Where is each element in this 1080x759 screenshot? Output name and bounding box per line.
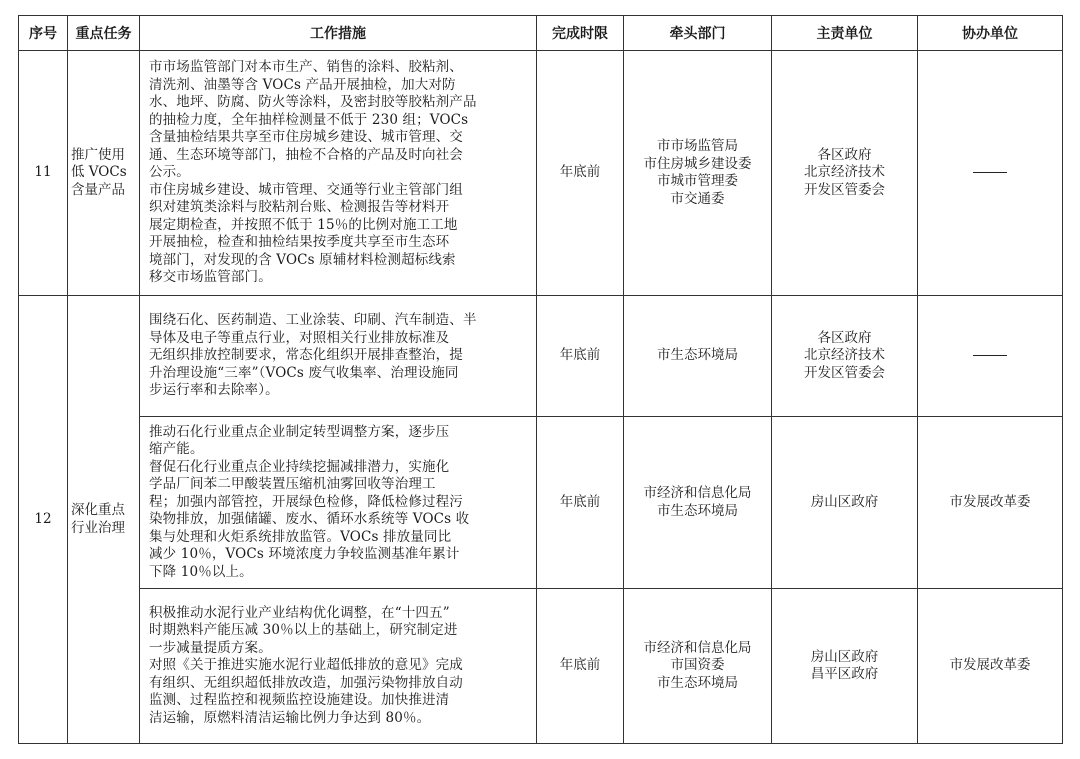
lead-dept-cell: 市生态环境局 — [624, 296, 772, 417]
main-unit-cell: 房山区政府 — [772, 417, 918, 589]
measures-cell: 积极推动水泥行业产业结构优化调整，在“十四五” 时期熟料产能压减 30％以上的基础上，研究制定进 一步减量提质方案。 对照《关于推进实施水泥行业超低排放的意见》完成 有组织、无组织超低排放改造，加强污染物排放自动 监测、过程监控和视频监控设施建设。加快推进清 洁运输，原燃料清洁运输比例力争达到 80％。 — [140, 589, 537, 744]
lead-dept-cell: 市市场监管局 市住房城乡建设委 市城市管理委 市交通委 — [624, 51, 772, 296]
dash-placeholder — [973, 172, 1007, 173]
lead-dept-cell: 市经济和信息化局 市生态环境局 — [624, 417, 772, 589]
assist-unit-cell — [918, 296, 1063, 417]
header-no: 序号 — [19, 16, 68, 51]
main-unit-cell: 房山区政府 昌平区政府 — [772, 589, 918, 744]
table-row — [19, 51, 1063, 296]
table-row — [19, 417, 1063, 589]
header-deadline: 完成时限 — [537, 16, 624, 51]
measures-cell: 市市场监管部门对本市生产、销售的涂料、胶粘剂、 清洗剂、油墨等含 VOCs 产品开展抽检，加大对防 水、地坪、防腐、防火等涂料，及密封胶等胶粘剂产品 的抽检力度，全年抽样检测量不低于 230 组；VOCs 含量抽检结果共享至市住房城乡建设、城市管理、交 通、生态环境等部门，抽检不合格的产品及时向社会 公示。 市住房城乡建设、城市管理、交通等行业主管部门组 织对建筑类涂料与胶粘剂台账、检测报告等材料开 展定期检查，并按照不低于 15％的比例对施工工地 开展抽检，检查和抽检结果按季度共享至市生态环 境部门，对发现的含 VOCs 原辅材料检测超标线索 移交市场监管部门。 — [140, 51, 537, 296]
deadline-cell: 年底前 — [537, 296, 624, 417]
lead-dept-cell: 市经济和信息化局 市国资委 市生态环境局 — [624, 589, 772, 744]
task-cell: 深化重点 行业治理 — [68, 296, 140, 744]
dash-placeholder — [973, 355, 1007, 356]
task-cell: 推广使用 低 VOCs 含量产品 — [68, 51, 140, 296]
header-lead-dept: 牵头部门 — [624, 16, 772, 51]
assist-unit-cell: 市发展改革委 — [918, 417, 1063, 589]
header-task: 重点任务 — [68, 16, 140, 51]
main-unit-cell: 各区政府 北京经济技术 开发区管委会 — [772, 51, 918, 296]
main-unit-cell: 各区政府 北京经济技术 开发区管委会 — [772, 296, 918, 417]
deadline-cell: 年底前 — [537, 417, 624, 589]
deadline-cell: 年底前 — [537, 589, 624, 744]
row-number: 11 — [19, 51, 68, 296]
table-row — [19, 296, 1063, 417]
deadline-cell: 年底前 — [537, 51, 624, 296]
measures-cell: 推动石化行业重点企业制定转型调整方案，逐步压 缩产能。 督促石化行业重点企业持续挖掘减排潜力，实施化 学品厂间苯二甲酸装置压缩机油雾回收等治理工 程；加强内部管控，开展绿色检修，降低检修过程污 染物排放，加强储罐、废水、循环水系统等 VOCs 收 集与处理和火炬系统排放监管。VOCs 排放量同比 减少 10％，VOCs 环境浓度力争较监测基准年累计 下降 10％以上。 — [140, 417, 537, 589]
assist-unit-cell — [918, 51, 1063, 296]
row-number: 12 — [19, 296, 68, 744]
header-main-unit: 主责单位 — [772, 16, 918, 51]
header-assist-unit: 协办单位 — [918, 16, 1063, 51]
measures-cell: 围绕石化、医药制造、工业涂装、印刷、汽车制造、半 导体及电子等重点行业，对照相关行业排放标准及 无组织排放控制要求，常态化组织开展排查整治，提 升治理设施“三率”（VOCs 废气收集率、治理设施同 步运行率和去除率）。 — [140, 296, 537, 417]
assist-unit-cell: 市发展改革委 — [918, 589, 1063, 744]
measures-table — [18, 15, 1063, 744]
table-row — [19, 589, 1063, 744]
header-row — [19, 16, 1063, 51]
header-measures: 工作措施 — [140, 16, 537, 51]
